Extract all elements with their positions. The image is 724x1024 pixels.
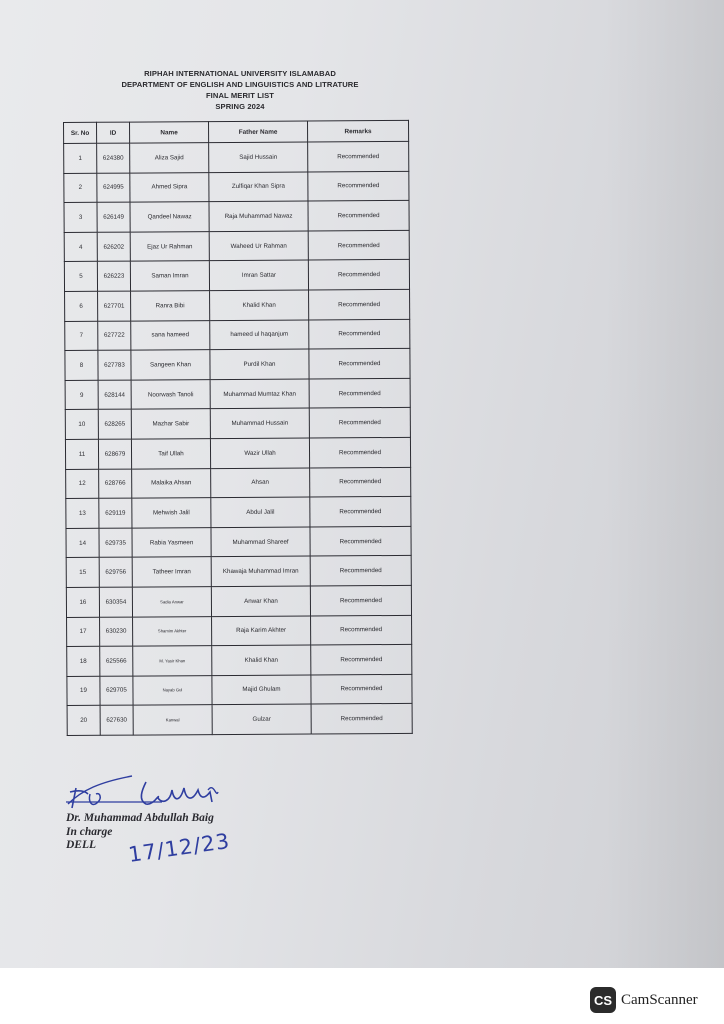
cell-father-name: Muhammad Hussain <box>210 408 309 438</box>
cell-sr: 2 <box>64 173 97 203</box>
camscanner-label: CamScanner <box>621 992 698 1008</box>
cell-name: Shamim Akhter <box>133 616 212 646</box>
cell-sr: 5 <box>64 262 97 292</box>
page-shadow <box>604 0 724 968</box>
cell-remarks: Recommended <box>311 644 412 674</box>
cell-id: 630230 <box>100 617 133 647</box>
table-row <box>64 171 409 203</box>
cell-father-name: Ahsan <box>211 468 310 498</box>
cell-remarks: Recommended <box>311 615 412 645</box>
column-header-remarks: Remarks <box>307 120 408 142</box>
cell-father-name: Zulfiqar Khan Sipra <box>209 172 308 202</box>
cell-id: 624995 <box>97 173 130 203</box>
column-header-id: ID <box>97 122 130 143</box>
cell-id: 627722 <box>98 321 131 351</box>
cell-name: Ahmed Sipra <box>130 172 209 202</box>
cell-name: Malaika Ahsan <box>132 468 211 498</box>
cell-remarks: Recommended <box>308 141 409 171</box>
merit-list-table <box>63 120 413 736</box>
cell-id: 628766 <box>99 469 132 499</box>
cell-id: 627783 <box>98 350 131 380</box>
cell-sr: 15 <box>66 558 99 588</box>
camscanner-logo-icon: CS <box>590 987 616 1013</box>
cell-sr: 14 <box>66 528 99 558</box>
cell-name: Sadia Anwar <box>132 587 211 617</box>
cell-father-name: Majid Ghulam <box>212 675 311 705</box>
cell-id: 627630 <box>100 705 133 735</box>
cell-id: 628144 <box>98 380 131 410</box>
cell-id: 628679 <box>98 439 131 469</box>
department-name: DEPARTMENT OF ENGLISH AND LINGUISTICS AND LITRATURE <box>121 80 359 89</box>
cell-sr: 13 <box>66 498 99 528</box>
cell-name: M. Yasir Khan <box>133 646 212 676</box>
signatory-role: In charge <box>66 825 113 838</box>
cell-name: Aliza Sajid <box>130 143 209 173</box>
cell-id: 628265 <box>98 409 131 439</box>
cell-name: Rabia Yasmeen <box>132 527 211 557</box>
cell-father-name: Khawaja Muhammad Imran <box>211 556 310 586</box>
cell-id: 629119 <box>99 498 132 528</box>
table-row <box>66 467 411 499</box>
cell-id: 626202 <box>97 232 130 262</box>
cell-remarks: Recommended <box>308 230 409 260</box>
cell-father-name: Muhammad Mumtaz Khan <box>210 379 309 409</box>
cell-remarks: Recommended <box>309 289 410 319</box>
cell-sr: 3 <box>64 202 97 232</box>
cell-sr: 12 <box>66 469 99 499</box>
cell-father-name: Raja Karim Akhter <box>212 615 311 645</box>
cell-sr: 17 <box>67 617 100 647</box>
cell-remarks: Recommended <box>308 201 409 231</box>
cell-name: Ranra Bibi <box>131 291 210 321</box>
table-row <box>64 260 409 292</box>
cell-sr: 8 <box>65 350 98 380</box>
university-name: RIPHAH INTERNATIONAL UNIVERSITY ISLAMABAD <box>144 69 336 78</box>
table-row <box>66 526 411 558</box>
cell-name: Mazhar Sabir <box>131 409 210 439</box>
cell-father-name: Khalid Khan <box>210 290 309 320</box>
cell-sr: 7 <box>65 321 98 351</box>
cell-remarks: Recommended <box>310 497 411 527</box>
cell-remarks: Recommended <box>309 349 410 379</box>
cell-id: 629705 <box>100 676 133 706</box>
cell-father-name: Khalid Khan <box>212 645 311 675</box>
table-row <box>67 615 412 647</box>
cell-sr: 6 <box>65 291 98 321</box>
cell-remarks: Recommended <box>309 408 410 438</box>
signatory-name: Dr. Muhammad Abdullah Baig <box>66 812 214 824</box>
cell-remarks: Recommended <box>311 704 412 734</box>
cell-sr: 9 <box>65 380 98 410</box>
cell-father-name: Gulzar <box>212 704 311 734</box>
table-row <box>65 378 410 410</box>
cell-name: Saman Imran <box>130 261 209 291</box>
cell-id: 629735 <box>99 528 132 558</box>
cell-remarks: Recommended <box>309 319 410 349</box>
cell-father-name: Wazir Ullah <box>210 438 309 468</box>
column-header-father-name: Father Name <box>209 121 308 143</box>
table-row <box>64 230 409 262</box>
cell-name: Tatheer Imran <box>132 557 211 587</box>
table-row <box>66 585 411 617</box>
table-row <box>65 289 410 321</box>
cell-father-name: hameed ul haqanjum <box>210 320 309 350</box>
table-row <box>64 201 409 233</box>
cell-name: Mehwish Jalil <box>132 498 211 528</box>
cell-father-name: Raja Muhammad Nawaz <box>209 201 308 231</box>
cell-id: 626223 <box>97 261 130 291</box>
cell-id: 629756 <box>99 557 132 587</box>
cell-father-name: Purdil Khan <box>210 349 309 379</box>
cell-remarks: Recommended <box>310 526 411 556</box>
cell-name: Sangeen Khan <box>131 350 210 380</box>
signatory-department: DELL <box>66 839 97 851</box>
cell-remarks: Recommended <box>311 674 412 704</box>
cell-name: sana hameed <box>131 320 210 350</box>
table-row <box>65 349 410 381</box>
cell-name: Noorwash Tanoli <box>131 379 210 409</box>
table-row <box>66 556 411 588</box>
cell-remarks: Recommended <box>310 585 411 615</box>
cell-sr: 4 <box>64 232 97 262</box>
table-row <box>66 497 411 529</box>
table-header-row <box>64 120 409 143</box>
cell-sr: 11 <box>65 439 98 469</box>
table-row <box>67 644 412 676</box>
cell-id: 626149 <box>97 202 130 232</box>
table-row <box>64 141 409 173</box>
cell-name: Qandeel Nawaz <box>130 202 209 232</box>
cell-sr: 19 <box>67 676 100 706</box>
table-row <box>67 704 412 736</box>
session-title: SPRING 2024 <box>215 102 265 111</box>
cell-father-name: Muhammad Shareef <box>211 527 310 557</box>
cell-father-name: Imran Sattar <box>209 260 308 290</box>
cell-remarks: Recommended <box>308 260 409 290</box>
handwritten-date: 17/12/23 <box>126 828 232 868</box>
table-row <box>67 674 412 706</box>
cell-remarks: Recommended <box>310 467 411 497</box>
cell-sr: 20 <box>67 706 100 736</box>
cell-father-name: Sajid Hussain <box>209 142 308 172</box>
document-header <box>60 68 420 112</box>
table-row <box>65 408 410 440</box>
cell-father-name: Anwar Khan <box>211 586 310 616</box>
column-header-sr-no: Sr. No <box>64 122 97 143</box>
cell-father-name: Abdul Jalil <box>211 497 310 527</box>
cell-remarks: Recommended <box>310 556 411 586</box>
cell-sr: 16 <box>66 587 99 617</box>
cell-name: Taif Ullah <box>131 439 210 469</box>
cell-sr: 10 <box>65 410 98 440</box>
cell-name: Ejaz Ur Rahman <box>130 231 209 261</box>
cell-remarks: Recommended <box>308 171 409 201</box>
cell-father-name: Waheed Ur Rahman <box>209 231 308 261</box>
column-header-name: Name <box>130 122 209 143</box>
cell-id: 627701 <box>98 291 131 321</box>
list-title: FINAL MERIT LIST <box>205 91 275 100</box>
cell-sr: 1 <box>64 143 97 173</box>
cell-remarks: Recommended <box>309 378 410 408</box>
cell-remarks: Recommended <box>309 437 410 467</box>
table-row <box>65 437 410 469</box>
cell-sr: 18 <box>67 646 100 676</box>
cell-id: 624380 <box>97 143 130 173</box>
cell-name: Kanwal <box>133 705 212 735</box>
table-row <box>65 319 410 351</box>
cell-name: Nayab Gul <box>133 675 212 705</box>
cell-id: 630354 <box>99 587 132 617</box>
cell-id: 625566 <box>100 646 133 676</box>
